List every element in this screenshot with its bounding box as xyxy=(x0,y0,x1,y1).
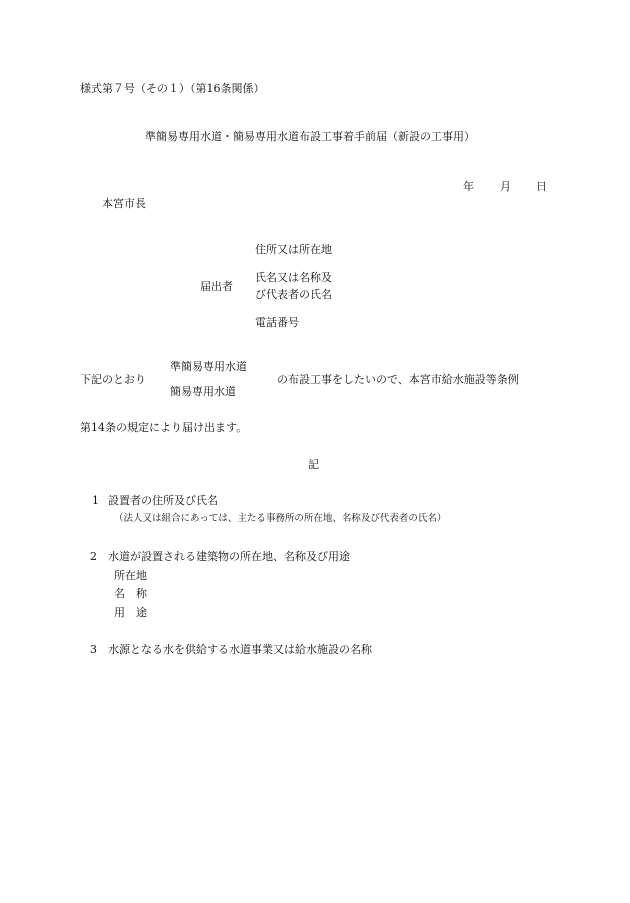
date-day-label: 日 xyxy=(536,180,547,193)
form-number: 様式第７号（その１）（第16条関係） xyxy=(80,82,265,95)
sub-item-name: 名 称 xyxy=(114,587,147,600)
sub-item-location: 所在地 xyxy=(114,569,147,582)
item-number: 2 xyxy=(90,550,97,563)
name-label-line1: 氏名又は名称及 xyxy=(255,271,332,284)
item-label: 設置者の住所及び氏名 xyxy=(108,494,218,507)
ki-heading: 記 xyxy=(308,458,319,471)
item-note: （法人又は組合にあっては、主たる事務所の所在地、名称及び代表者の氏名） xyxy=(114,513,447,524)
document-title: 準簡易専用水道・簡易専用水道布設工事着手前届（新設の工事用） xyxy=(145,130,475,143)
body-line2: 第14条の規定により届け出ます。 xyxy=(80,421,248,434)
item-number: 1 xyxy=(92,494,99,507)
item-label: 水源となる水を供給する水道事業又は給水施設の名称 xyxy=(108,643,372,656)
option-simple-waterworks: 簡易専用水道 xyxy=(170,385,236,398)
body-suffix: の布設工事をしたいので、本宮市給水施設等条例 xyxy=(277,373,519,386)
date-year-label: 年 xyxy=(463,180,474,193)
address-label: 住所又は所在地 xyxy=(255,243,332,256)
phone-label: 電話番号 xyxy=(255,316,299,329)
item-label: 水道が設置される建築物の所在地、名称及び用途 xyxy=(108,550,350,563)
name-label-line2: び代表者の氏名 xyxy=(255,288,332,301)
body-prefix: 下記のとおり xyxy=(80,373,146,386)
option-semi-simple-waterworks: 準簡易専用水道 xyxy=(170,360,247,373)
sub-item-purpose: 用 途 xyxy=(114,606,147,619)
date-month-label: 月 xyxy=(500,180,511,193)
item-number: 3 xyxy=(90,643,97,656)
applicant-label: 届出者 xyxy=(200,280,233,293)
addressee: 本宮市長 xyxy=(102,197,146,210)
